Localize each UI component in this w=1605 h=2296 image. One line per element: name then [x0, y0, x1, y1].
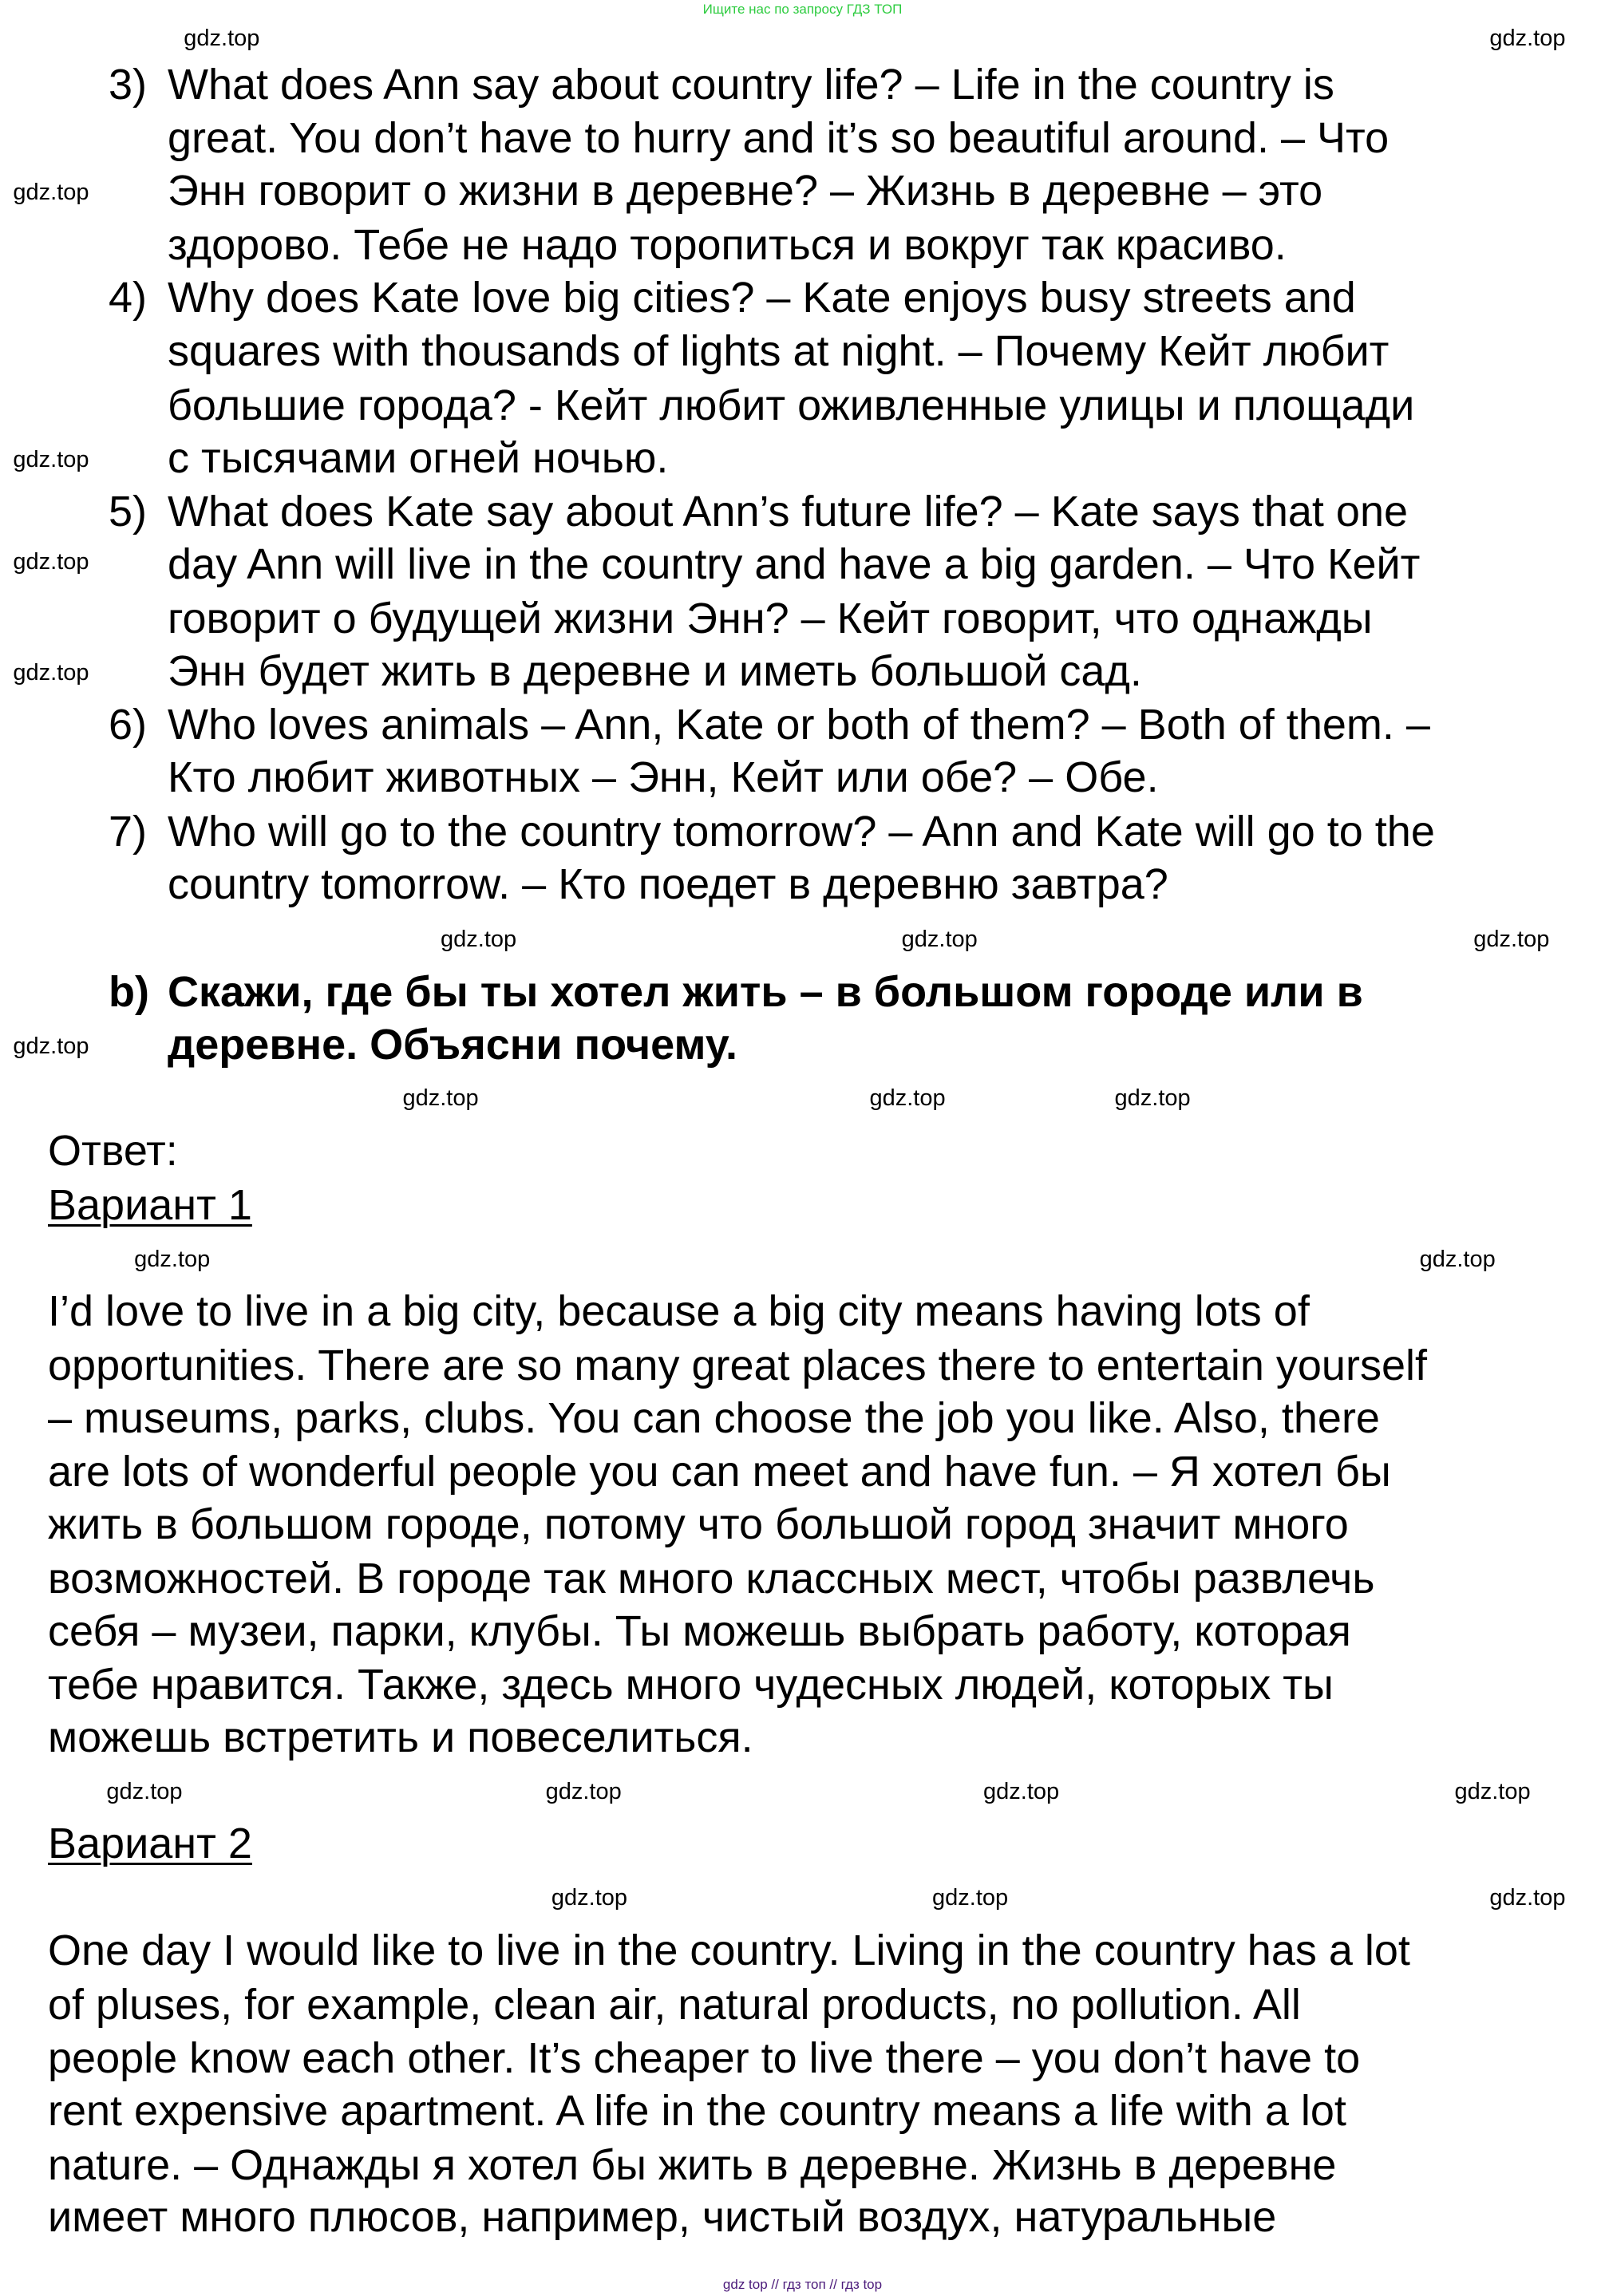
text-line: имеет много плюсов, например, чистый воздух, натуральные	[48, 2193, 1277, 2242]
watermark: gdz.top	[551, 1885, 628, 1911]
text-line: тебе нравится. Также, здесь много чудесных людей, которых ты	[48, 1661, 1334, 1709]
watermark: gdz.top	[13, 548, 89, 575]
text-line: Why does Kate love big cities? – Kate enjoys busy streets and	[168, 273, 1356, 322]
item-number: 7)	[109, 807, 148, 856]
watermark: gdz.top	[983, 1778, 1060, 1804]
text-line: Ответ:	[48, 1127, 178, 1176]
text-line: возможностей. В городе так много классных мест, чтобы развлечь	[48, 1554, 1375, 1602]
text-line: of pluses, for example, clean air, natural products, no pollution. All	[48, 1980, 1301, 2029]
text-line: говорит о будущей жизни Энн? – Кейт говорит, что однажды	[168, 594, 1373, 642]
text-line: What does Ann say about country life? – Life in the country is	[168, 60, 1334, 109]
text-line: жить в большом городе, потому что большой город значит много	[48, 1500, 1349, 1549]
text-line: себя – музеи, парки, клубы. Ты можешь выбрать работу, которая	[48, 1606, 1351, 1655]
text-line: nature. – Однажды я хотел бы жить в деревне. Жизнь в деревне	[48, 2140, 1337, 2189]
text-line: с тысячами огней ночью.	[168, 433, 669, 482]
text-line: day Ann will live in the country and have a big garden. – Что Кейт	[168, 540, 1421, 589]
text-line: Кто любит животных – Энн, Кейт или обе? – Обе.	[168, 753, 1159, 802]
watermark: gdz.top	[1473, 927, 1550, 953]
task-heading: деревне. Объясни почему.	[168, 1020, 737, 1069]
text-line: I’d love to live in a big city, because a big city means having lots of	[48, 1287, 1310, 1336]
watermark: gdz.top	[184, 25, 260, 51]
watermark: gdz.top	[545, 1778, 622, 1804]
text-line: – museums, parks, clubs. You can choose the job you like. Also, there	[48, 1393, 1380, 1442]
text-line: opportunities. There are so many great places there to entertain yourself	[48, 1341, 1427, 1389]
watermark: gdz.top	[13, 659, 89, 686]
watermark: gdz.top	[13, 180, 89, 206]
text-line: большие города? - Кейт любит оживленные улицы и площади	[168, 381, 1415, 429]
watermark: gdz.top	[13, 1033, 89, 1059]
watermark: gdz.top	[106, 1778, 183, 1804]
variant-heading: Вариант 1	[48, 1180, 252, 1229]
watermark: gdz.top	[402, 1085, 479, 1112]
watermark: gdz.top	[1419, 1246, 1496, 1272]
watermark: gdz.top	[1454, 1778, 1531, 1804]
watermark: gdz.top	[1489, 25, 1566, 51]
watermark: gdz.top	[901, 927, 978, 953]
variant-heading: Вариант 2	[48, 1820, 252, 1868]
item-number: 4)	[109, 273, 148, 322]
text-line: One day I would like to live in the country. Living in the country has a lot	[48, 1926, 1410, 1974]
text-line: Энн будет жить в деревне и иметь большой сад.	[168, 646, 1142, 695]
text-line: great. You don’t have to hurry and it’s so beautiful around. – Что	[168, 114, 1390, 163]
task-heading: Скажи, где бы ты хотел жить – в большом городе или в	[168, 967, 1363, 1016]
text-line: Who will go to the country tomorrow? – Ann and Kate will go to the	[168, 807, 1435, 856]
watermark: gdz.top	[441, 927, 517, 953]
text-line: are lots of wonderful people you can meet and have fun. – Я хотел бы	[48, 1448, 1391, 1496]
text-line: people know each other. It’s cheaper to live there – you don’t have to	[48, 2034, 1361, 2083]
text-line: squares with thousands of lights at night. – Почему Кейт любит	[168, 327, 1390, 376]
bottom-banner: gdz top // гдз топ // гдз top	[722, 2277, 883, 2292]
watermark: gdz.top	[1489, 1885, 1566, 1911]
item-number: 5)	[109, 488, 148, 536]
text-line: можешь встретить и повеселиться.	[48, 1713, 753, 1761]
watermark: gdz.top	[869, 1085, 946, 1112]
text-line: What does Kate say about Ann’s future life? – Kate says that one	[168, 488, 1409, 536]
watermark: gdz.top	[13, 446, 89, 472]
text-line: Энн говорит о жизни в деревне? – Жизнь в деревне – это	[168, 167, 1323, 215]
watermark: gdz.top	[134, 1246, 211, 1272]
watermark: gdz.top	[1114, 1085, 1191, 1112]
item-number: b)	[109, 967, 149, 1016]
watermark: gdz.top	[932, 1885, 1009, 1911]
top-banner: Ищите нас по запросу ГДЗ ТОП	[702, 2, 903, 17]
text-line: rent expensive apartment. A life in the country means a life with a lot	[48, 2086, 1346, 2135]
text-line: country tomorrow. – Кто поедет в деревню завтра?	[168, 860, 1168, 908]
item-number: 3)	[109, 60, 148, 109]
text-line: здорово. Тебе не надо торопиться и вокруг так красиво.	[168, 220, 1287, 269]
text-line: Who loves animals – Ann, Kate or both of them? – Both of them. –	[168, 701, 1430, 749]
item-number: 6)	[109, 701, 148, 749]
